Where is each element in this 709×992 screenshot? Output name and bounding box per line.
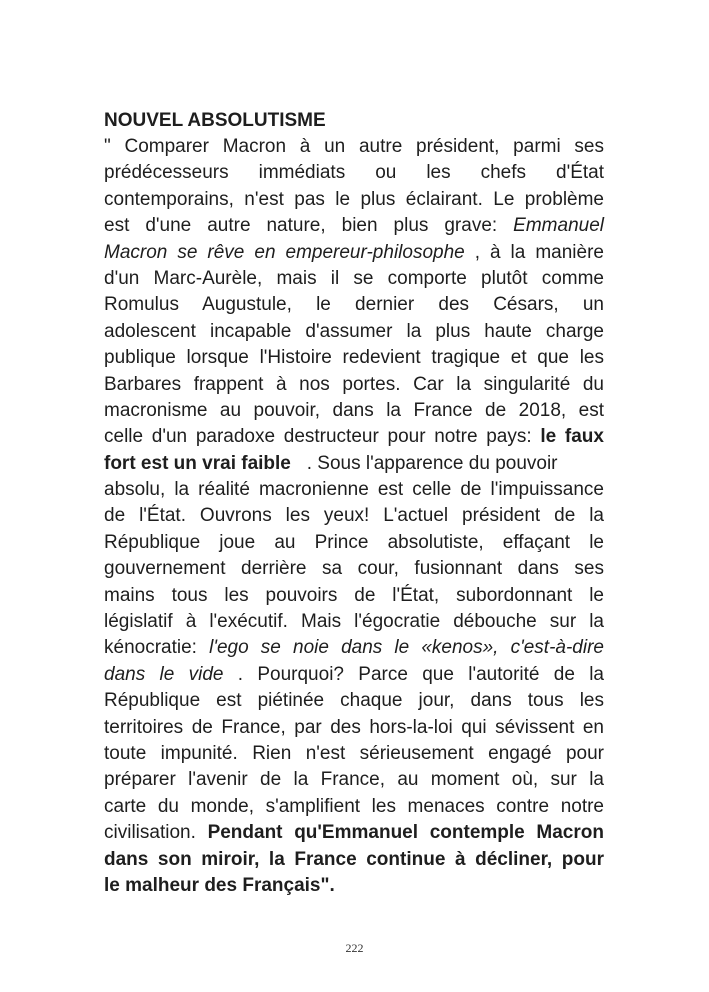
text-line-25: préparer l'avenir de la France, au moment où, sur la (104, 769, 604, 791)
text-line-02: prédécesseurs immédiats ou les chefs d'État (104, 162, 604, 184)
text-line-21: dans le vide . Pourquoi? Parce que l'autorité de la (104, 663, 604, 685)
text-line-27: civilisation. Pendant qu'Emmanuel contemple Macron (104, 822, 604, 844)
text-line-05: Macron se rêve en empereur-philosophe , à la manière (104, 241, 604, 263)
text-line-14: absolu, la réalité macronienne est celle de l'impuissance (104, 479, 604, 501)
italic-phrase: Macron se rêve en empereur-philosophe (104, 241, 465, 263)
quote-paragraph (104, 134, 604, 899)
bold-phrase: le faux (540, 426, 604, 448)
text-line-19: législatif à l'exécutif. Mais l'égocratie débouche sur la (104, 611, 604, 633)
bold-phrase: fort est un vrai faible (104, 452, 291, 474)
text-line-16: République joue au Prince absolutiste, effaçant le (104, 531, 604, 553)
text-line-13: fort est un vrai faible . Sous l'apparence du pouvoir (104, 452, 558, 474)
italic-phrase: dans le vide (104, 663, 224, 685)
text-line-03: contemporains, n'est pas le plus éclairant. Le problème (104, 188, 604, 210)
text-line-07: Romulus Augustule, le dernier des Césars, un (104, 294, 604, 316)
text-line-04: est d'une autre nature, bien plus grave: Emmanuel (104, 215, 604, 237)
italic-phrase: Emmanuel (513, 215, 604, 237)
text-line-08: adolescent incapable d'assumer la plus haute charge (104, 320, 604, 342)
text-line-26: carte du monde, s'amplifient les menaces contre notre (104, 795, 604, 817)
italic-phrase: l'ego se noie dans le «kenos», c'est-à-dire (209, 637, 604, 659)
text-line-28: dans son miroir, la France continue à décliner, pour (104, 848, 604, 870)
text-line-09: publique lorsque l'Histoire redevient tragique et que les (104, 347, 604, 369)
text-line-22: République est piétinée chaque jour, dans tous les (104, 690, 604, 712)
text-line-20: kénocratie: l'ego se noie dans le «kenos», c'est-à-dire (104, 637, 604, 659)
text-line-06: d'un Marc-Aurèle, mais il se comporte plutôt comme (104, 267, 604, 289)
text-line-01: " Comparer Macron à un autre président, parmi ses (104, 136, 604, 157)
text-line-23: territoires de France, par des hors-la-loi qui sévissent en (104, 716, 604, 738)
text-line-11: macronisme au pouvoir, dans la France de 2018, est (104, 399, 604, 421)
text-line-10: Barbares frappent à nos portes. Car la singularité du (104, 373, 604, 395)
page-number: 222 (345, 941, 364, 955)
section-heading: NOUVEL ABSOLUTISME (104, 110, 326, 131)
bold-phrase: Pendant qu'Emmanuel contemple Macron (207, 822, 604, 844)
text-line-12: celle d'un paradoxe destructeur pour notre pays: le faux (104, 426, 604, 448)
text-line-18: mains tous les pouvoirs de l'État, subordonnant le (104, 584, 604, 606)
text-line-29: le malheur des Français". (104, 874, 335, 896)
text-line-15: de l'État. Ouvrons les yeux! L'actuel président de la (104, 505, 604, 527)
text-line-17: gouvernement derrière sa cour, fusionnant dans ses (104, 558, 604, 580)
text-line-24: toute impunité. Rien n'est sérieusement engagé pour (104, 742, 604, 764)
